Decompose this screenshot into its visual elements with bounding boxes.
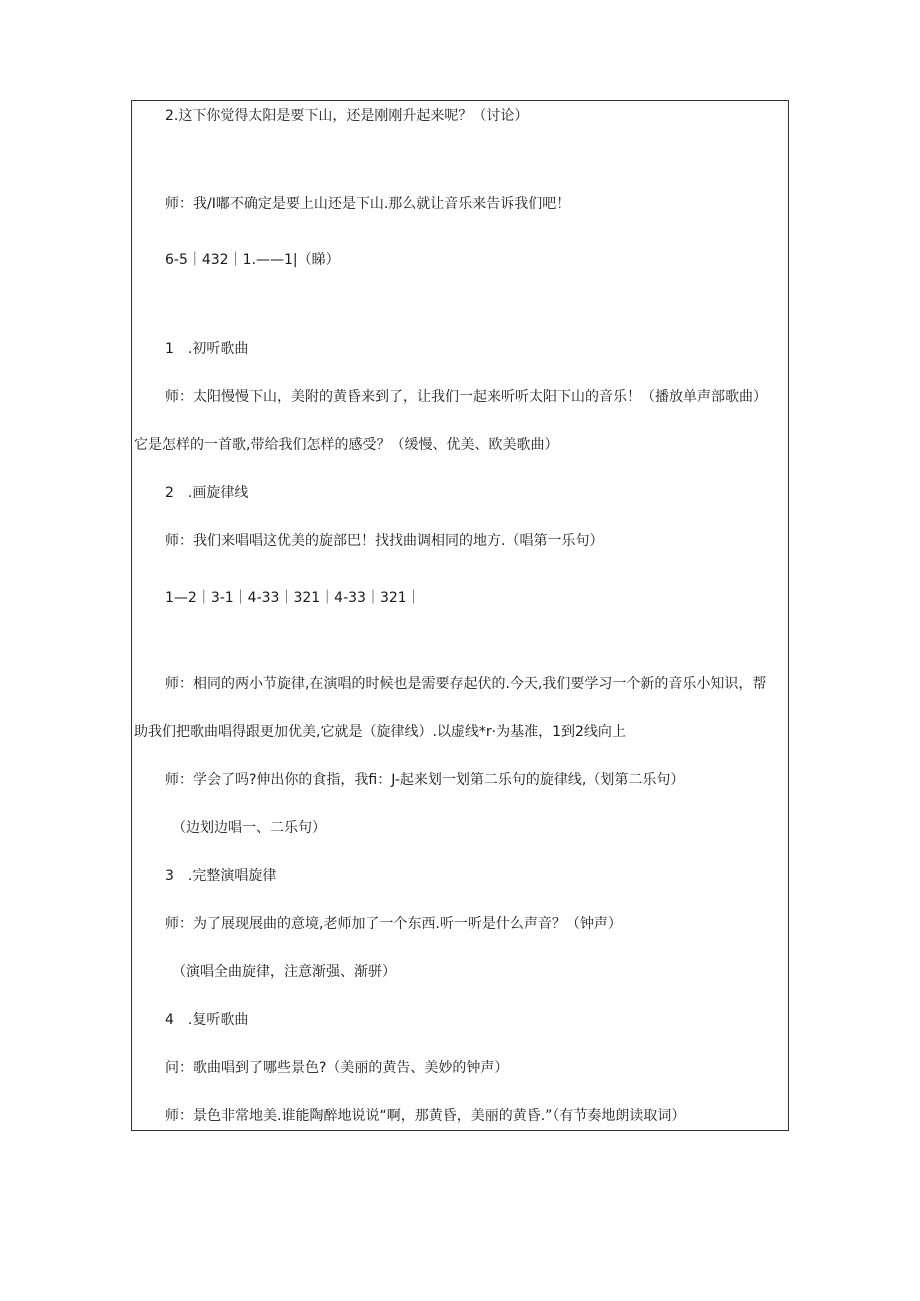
notation-line: 1—2｜3-1｜4-33｜321｜4-33｜321｜ — [165, 590, 421, 606]
body-line: 助我们把歌曲唱得跟更加优美,它就是（旋律线）.以虚线*r·为基准，1到2线向上 — [134, 724, 626, 740]
notation-line: 6-5｜432｜1.——1|（睇） — [165, 252, 340, 268]
teacher-line: 师：太阳慢慢下山，美附的黄昏来到了，让我们一起来听听太阳下山的音乐！（播放单声部歌曲） — [165, 389, 767, 405]
teacher-line: 师：为了展现展曲的意境,老师加了一个东西.听一听是什么声音？（钟声） — [165, 916, 622, 932]
section-heading: 3 .完整演唱旋律 — [165, 868, 277, 884]
teacher-line: 师：景色非常地美.谁能陶醉地说说“啊，那黄昏，美丽的黄昏.”（有节奏地朗读取词） — [165, 1108, 686, 1124]
teacher-line: 师：学会了吗?伸出你的食指，我fi：J-起来划一划第二乐句的旋律线,（划第二乐句） — [165, 772, 685, 788]
activity-note: （演唱全曲旋律，注意渐强、渐骈） — [172, 964, 396, 980]
section-heading: 2 .画旋律线 — [165, 485, 249, 501]
question-line: 2.这下你觉得太阳是要下山，还是刚刚升起来呢？（讨论） — [165, 108, 529, 124]
teacher-line: 师：我/I嘟不确定是要上山还是下山.那么就让音乐来告诉我们吧！ — [165, 196, 571, 212]
activity-note: （边划边唱一、二乐句） — [172, 820, 326, 836]
teacher-line: 师：相同的两小节旋律,在演唱的时候也是需要存起伏的.今天,我们要学习一个新的音乐小知识，帮 — [165, 676, 767, 692]
teacher-line: 师：我们来唱唱这优美的旋部巴！找找曲调相同的地方.（唱第一乐句） — [165, 533, 604, 549]
question-line: 问：歌曲唱到了哪些景色?（美丽的黄告、美妙的钟声） — [165, 1060, 509, 1076]
section-heading: 1 .初听歌曲 — [165, 341, 249, 357]
section-heading: 4 .复听歌曲 — [165, 1012, 249, 1028]
body-line: 它是怎样的一首歌,带给我们怎样的感受？（缓慢、优美、欧美歌曲） — [134, 437, 559, 453]
